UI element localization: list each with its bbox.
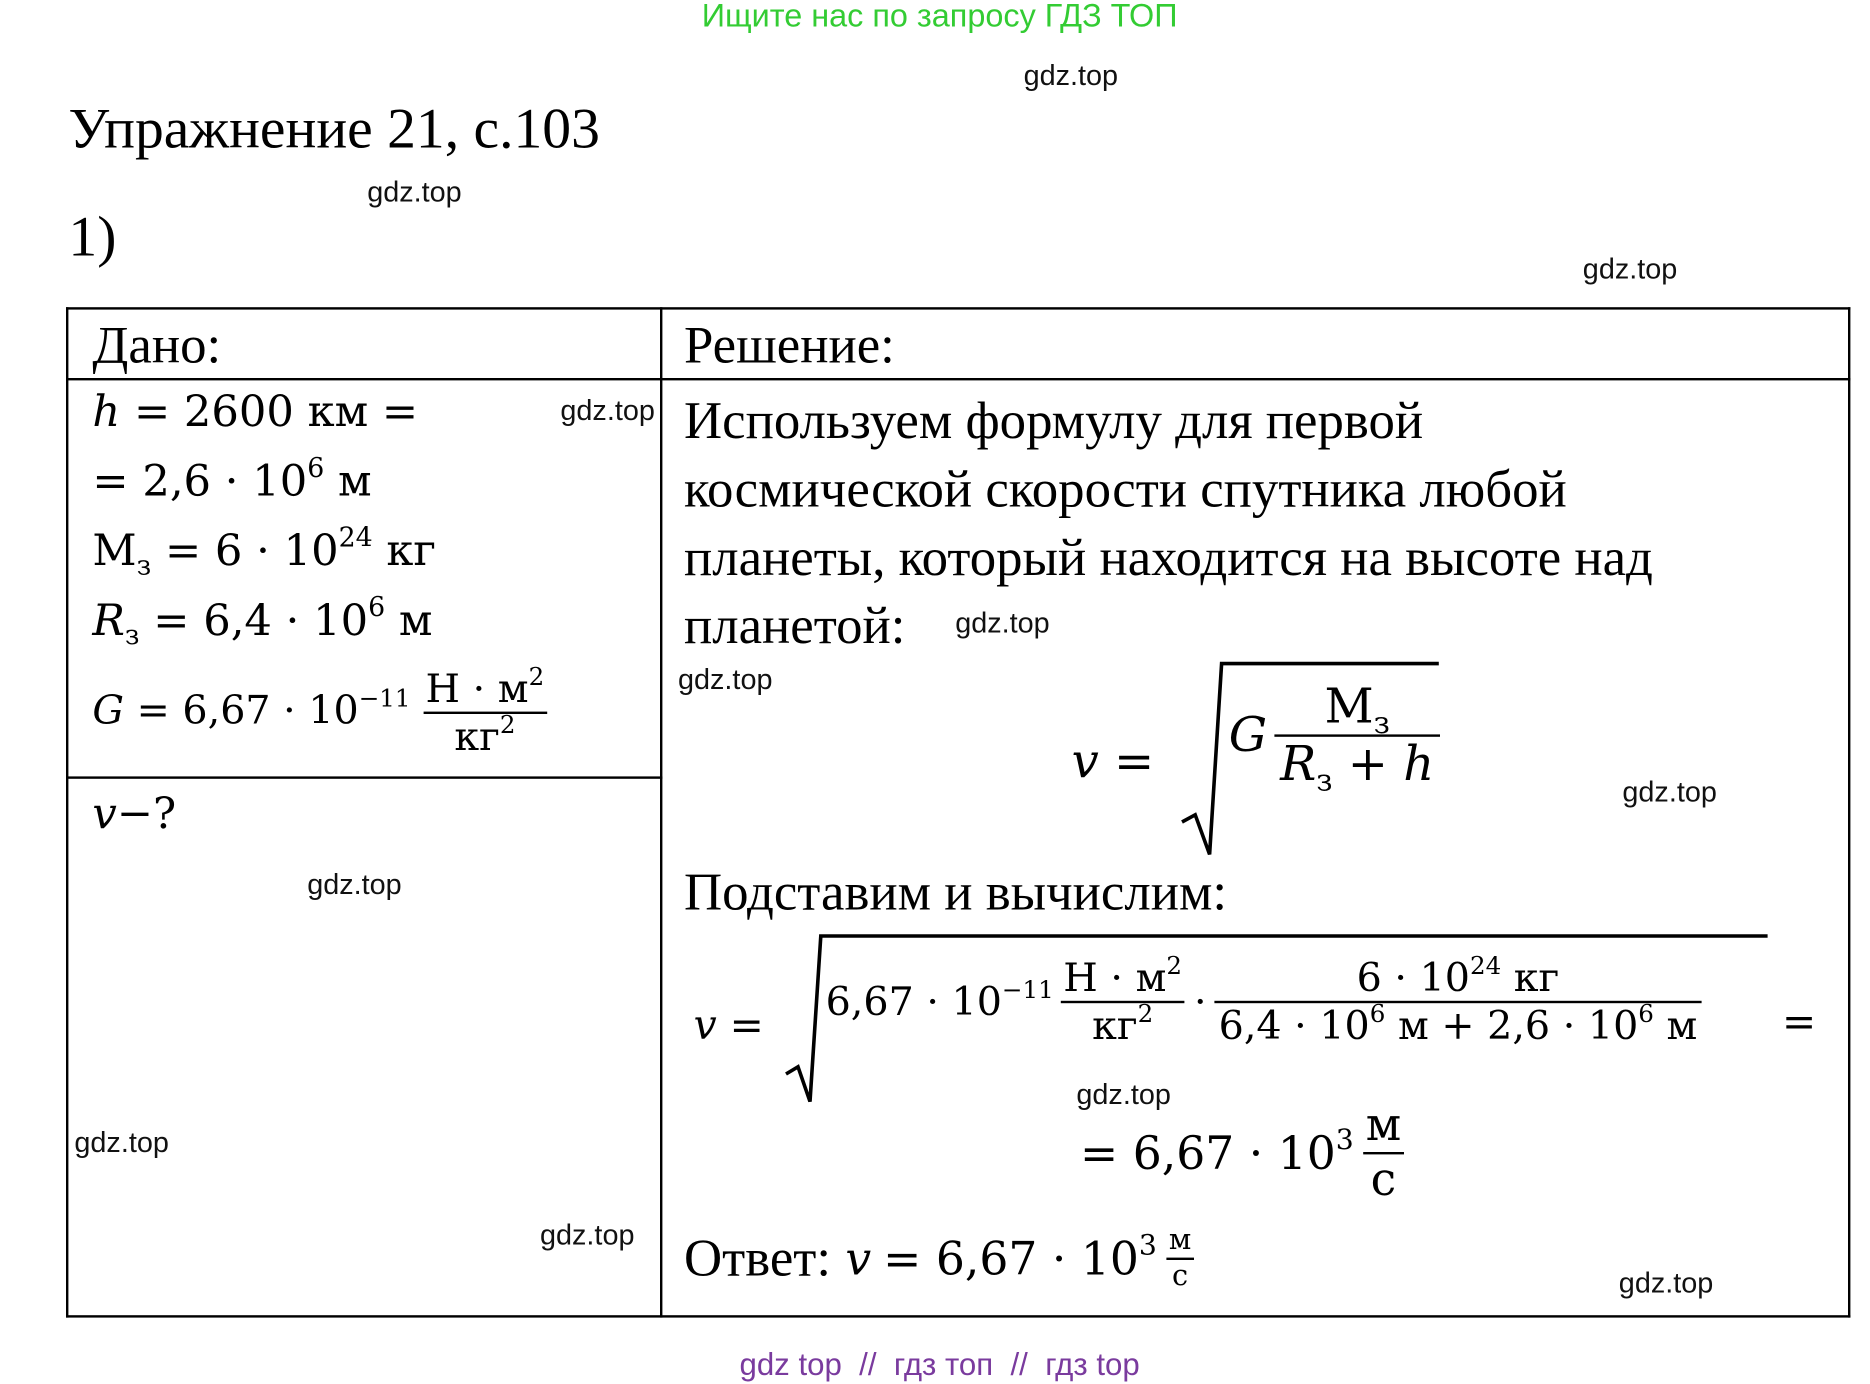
denominator: кг xyxy=(1092,1001,1138,1049)
watermark: gdz.top xyxy=(678,663,773,696)
exponent: 24 xyxy=(338,522,373,554)
unit: кг xyxy=(1513,954,1560,1001)
find-marker: −? xyxy=(116,789,177,839)
subscript: з xyxy=(1316,762,1333,798)
denominator-part: 6,4 · 10 xyxy=(1218,1001,1370,1049)
g-value: 6,67 · 10 xyxy=(825,978,1002,1026)
exponent: 6 xyxy=(307,452,325,485)
numerator: Н · м xyxy=(425,664,529,712)
var-m: M xyxy=(92,526,137,576)
footer-links[interactable]: gdz top // гдз топ // гдз top xyxy=(739,1346,1140,1383)
paragraph-line: космической скорости спутника любой xyxy=(684,459,1567,519)
result-value: = 6,67 · 10 xyxy=(1080,1126,1336,1180)
watermark: gdz.top xyxy=(1622,776,1717,809)
substitute-label: Подставим и вычислим: xyxy=(684,862,1228,922)
watermark: gdz.top xyxy=(74,1126,169,1160)
radius-value: = 6,4 · 10 xyxy=(153,596,369,646)
part-number: 1) xyxy=(68,205,117,269)
paragraph-line: планетой: xyxy=(684,596,906,656)
mass-value: = 6 · 10 xyxy=(165,526,339,576)
var-v: v xyxy=(1071,734,1099,790)
g-value-group xyxy=(825,975,1054,1026)
subscript: з xyxy=(1373,705,1390,741)
exponent: 3 xyxy=(1138,1227,1157,1262)
calc-lhs xyxy=(694,1002,764,1050)
exponent: −11 xyxy=(1001,975,1054,1005)
answer xyxy=(684,1224,1194,1293)
answer-value-group xyxy=(883,1227,1157,1285)
paragraph-line: Используем формулу для первой xyxy=(684,391,1424,451)
g-value: = 6,67 · 10 xyxy=(136,686,359,734)
watermark: gdz.top xyxy=(367,176,462,209)
watermark: gdz.top xyxy=(307,868,402,902)
var-r: R xyxy=(92,596,125,646)
denominator: с xyxy=(1172,1258,1189,1292)
equals: = xyxy=(729,1002,764,1050)
exponent: 6 xyxy=(368,592,386,624)
exponent: 6 xyxy=(1369,999,1386,1028)
multiply-dot: · xyxy=(1194,978,1207,1026)
exponent: 24 xyxy=(1469,951,1502,981)
var-r: R xyxy=(1280,736,1317,793)
exponent: 6 xyxy=(1638,999,1654,1028)
var-g: G xyxy=(92,686,125,734)
watermark: gdz.top xyxy=(540,1219,635,1252)
var-h: h xyxy=(1403,736,1435,793)
calc-trailing-equals: = xyxy=(1782,998,1817,1047)
denominator-part: м + 2,6 · 10 xyxy=(1397,1001,1639,1049)
numerator: Н · м xyxy=(1063,954,1167,1001)
exponent: 2 xyxy=(1166,951,1183,981)
unit: м xyxy=(398,596,433,646)
var-v: v xyxy=(845,1231,872,1285)
numerator: 6 · 10 xyxy=(1356,954,1470,1001)
plus: + xyxy=(1347,736,1388,793)
calc-result xyxy=(1080,1099,1404,1206)
var-g: G xyxy=(1228,708,1268,764)
subscript: з xyxy=(124,620,140,652)
paragraph-line: планеты, который находится на высоте над xyxy=(684,528,1653,587)
var-h: h xyxy=(92,387,121,437)
watermark: gdz.top xyxy=(1618,1267,1714,1300)
var-m: M xyxy=(1324,679,1374,735)
result-value-group xyxy=(1080,1122,1354,1180)
height-si-value: = 2,6 · 10 xyxy=(92,457,308,507)
var-v: v xyxy=(693,1002,717,1050)
formula-fraction xyxy=(1277,679,1438,798)
unit: м xyxy=(337,457,372,507)
answer-unit-fraction xyxy=(1167,1224,1194,1293)
watermark: gdz.top xyxy=(560,394,655,428)
denominator: кг xyxy=(454,712,500,760)
exponent: 2 xyxy=(499,709,516,739)
solution-header: Решение: xyxy=(684,315,895,375)
exponent: 3 xyxy=(1335,1122,1354,1156)
numerator: м xyxy=(1363,1099,1403,1154)
unit: кг xyxy=(386,526,437,576)
exponent: −11 xyxy=(358,683,411,713)
var-v: v xyxy=(92,789,117,839)
watermark: gdz.top xyxy=(1582,253,1678,286)
g-unit-fraction xyxy=(1061,951,1185,1049)
exponent: 2 xyxy=(528,662,545,691)
calc-body xyxy=(825,951,1700,1049)
velocity-unit-fraction xyxy=(1363,1099,1403,1206)
equals: = xyxy=(1113,734,1155,790)
watermark: gdz.top xyxy=(955,607,1050,640)
denominator: с xyxy=(1370,1152,1397,1206)
watermark: gdz.top xyxy=(1076,1078,1171,1112)
formula-body xyxy=(1228,679,1438,798)
answer-value: = 6,67 · 10 xyxy=(883,1231,1139,1285)
exercise-title: Упражнение 21, с.103 xyxy=(68,97,600,161)
mass-over-distance-fraction xyxy=(1216,951,1699,1049)
subscript: з xyxy=(136,550,152,582)
height-value: = 2600 км = xyxy=(133,387,419,437)
unit: м xyxy=(1666,1001,1698,1049)
answer-label: Ответ: xyxy=(684,1228,832,1288)
search-banner: Ищите нас по запросу ГДЗ ТОП xyxy=(701,0,1178,34)
exponent: 2 xyxy=(1137,999,1154,1028)
numerator: м xyxy=(1167,1224,1194,1260)
watermark: gdz.top xyxy=(1023,60,1119,93)
given-header: Дано: xyxy=(92,315,222,375)
